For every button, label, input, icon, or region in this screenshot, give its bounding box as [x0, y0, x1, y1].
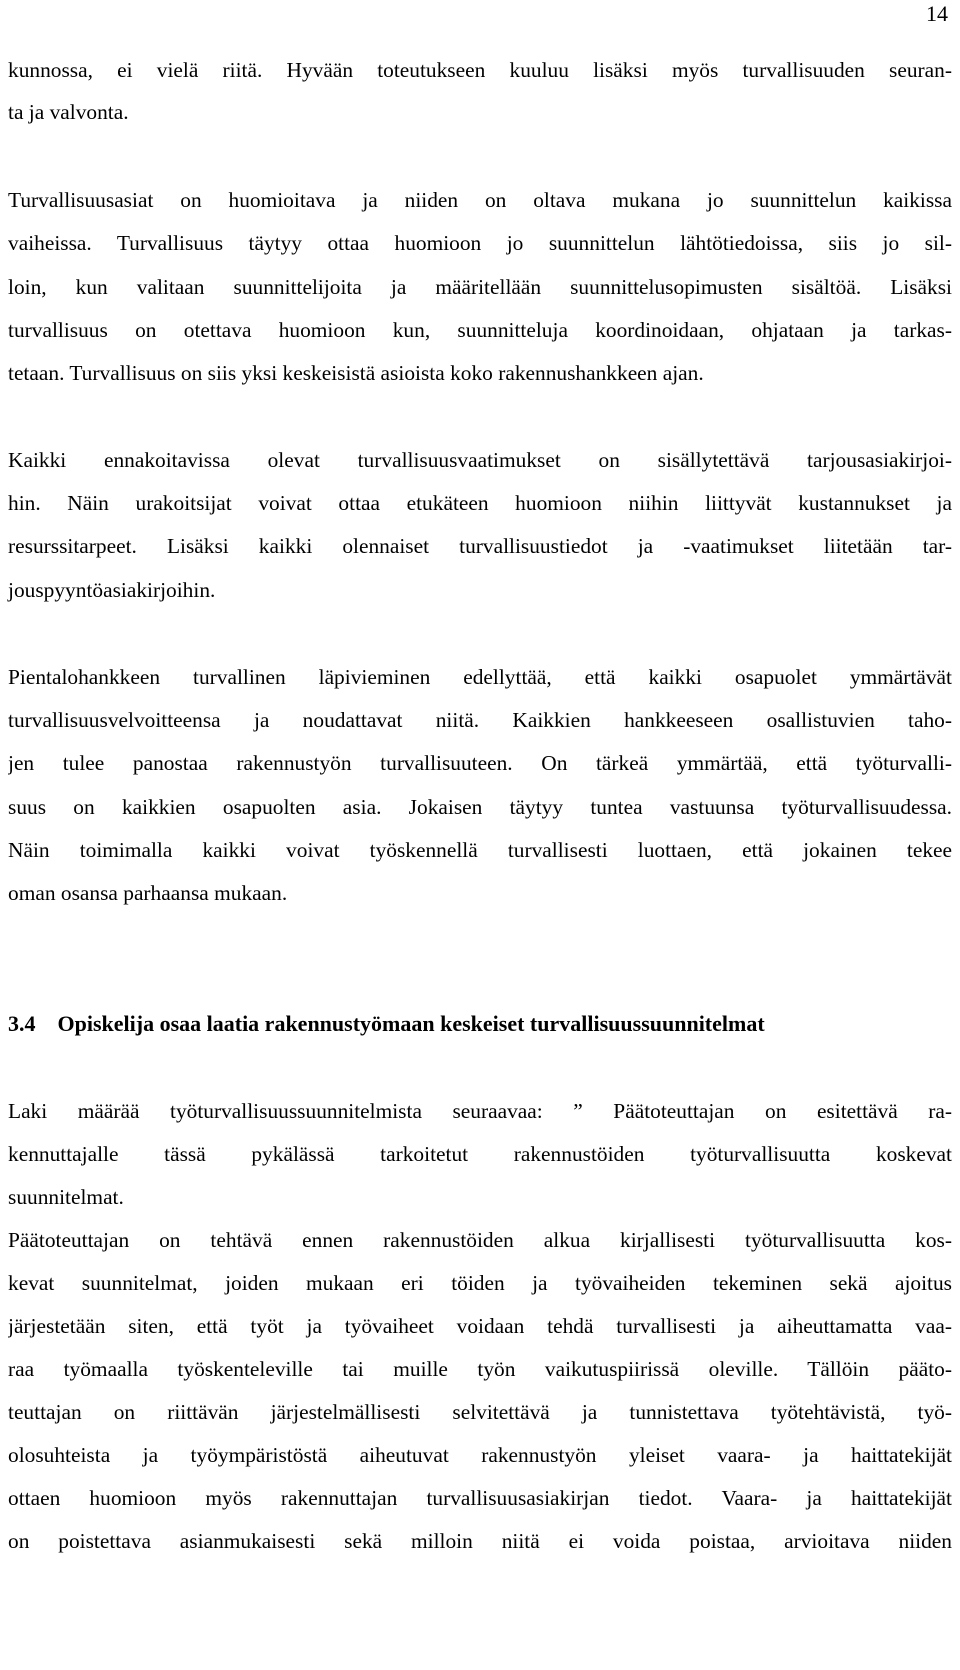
paragraph-3-line-4: jouspyyntöasiakirjoihin.: [8, 578, 216, 602]
paragraph-4-line-2: turvallisuusvelvoitteensa ja noudattavat niitä. Kaikkien hankkeeseen osallistuvien taho-: [8, 708, 952, 732]
paragraph-5-line-2: kennuttajalle tässä pykälässä tarkoitetut rakennustöiden työturvallisuutta koskevat: [8, 1142, 952, 1166]
paragraph-2-line-2: vaiheissa. Turvallisuus täytyy ottaa huomioon jo suunnittelun lähtötiedoissa, siis jo sil-: [8, 231, 952, 255]
page-number: 14: [926, 1, 948, 26]
paragraph-3-line-2: hin. Näin urakoitsijat voivat ottaa etukäteen huomioon niihin liittyvät kustannukset ja: [8, 491, 952, 515]
section-title: Opiskelija osaa laatia rakennustyömaan keskeiset turvallisuussuunnitelmat: [57, 1011, 765, 1036]
paragraph-4-line-3: jen tulee panostaa rakennustyön turvallisuuteen. On tärkeä ymmärtää, että työturvalli-: [8, 751, 952, 775]
paragraph-6-line-8: on poistettava asianmukaisesti sekä milloin niitä ei voida poistaa, arvioitava niiden: [8, 1529, 952, 1553]
paragraph-2-line-1: Turvallisuusasiat on huomioitava ja niiden on oltava mukana jo suunnittelun kaikissa: [8, 188, 952, 212]
paragraph-2-line-3: loin, kun valitaan suunnittelijoita ja määritellään suunnittelusopimusten sisältöä. Lisäksi: [8, 275, 952, 299]
paragraph-6-line-6: olosuhteista ja työympäristöstä aiheutuvat rakennustyön yleiset vaara- ja haittatekijät: [8, 1443, 952, 1467]
paragraph-3-line-1: Kaikki ennakoitavissa olevat turvallisuusvaatimukset on sisällytettävä tarjousasiakirjoi-: [8, 448, 952, 472]
paragraph-6-line-5: teuttajan on riittävän järjestelmällisesti selvitettävä ja tunnistettava työtehtävistä, työ-: [8, 1400, 952, 1424]
section-number: 3.4: [8, 1011, 36, 1036]
paragraph-6-line-2: kevat suunnitelmat, joiden mukaan eri töiden ja työvaiheiden tekeminen sekä ajoitus: [8, 1271, 952, 1295]
paragraph-6-line-3: järjestetään siten, että työt ja työvaiheet voidaan tehdä turvallisesti ja aiheuttamatta vaa-: [8, 1314, 952, 1338]
paragraph-4-line-1: Pientalohankkeen turvallinen läpivieminen edellyttää, että kaikki osapuolet ymmärtävät: [8, 665, 952, 689]
paragraph-5-line-1: Laki määrää työturvallisuussuunnitelmista seuraavaa: ” Päätoteuttajan on esitettävä ra-: [8, 1099, 952, 1123]
paragraph-4-line-5: Näin toimimalla kaikki voivat työskennellä turvallisesti luottaen, että jokainen tekee: [8, 838, 952, 862]
paragraph-5-line-3: suunnitelmat.: [8, 1185, 124, 1209]
paragraph-6-line-7: ottaen huomioon myös rakennuttajan turvallisuusasiakirjan tiedot. Vaara- ja haittatekijät: [8, 1486, 952, 1510]
paragraph-1-line-2: ta ja valvonta.: [8, 100, 129, 124]
paragraph-2-line-5: tetaan. Turvallisuus on siis yksi keskeisistä asioista koko rakennushankkeen ajan.: [8, 361, 704, 385]
paragraph-1-line-1: kunnossa, ei vielä riitä. Hyvään toteutukseen kuuluu lisäksi myös turvallisuuden seuran-: [8, 58, 952, 82]
paragraph-6-line-1: Päätoteuttajan on tehtävä ennen rakennustöiden alkua kirjallisesti työturvallisuutta kos-: [8, 1228, 952, 1252]
paragraph-4-line-6: oman osansa parhaansa mukaan.: [8, 881, 288, 905]
paragraph-4-line-4: suus on kaikkien osapuolten asia. Jokaisen täytyy tuntea vastuunsa työturvallisuudessa.: [8, 795, 952, 819]
paragraph-6-line-4: raa työmaalla työskenteleville tai muille työn vaikutuspiirissä oleville. Tällöin pääto-: [8, 1357, 952, 1381]
section-heading: [8, 1011, 765, 1037]
paragraph-2-line-4: turvallisuus on otettava huomioon kun, suunnitteluja koordinoidaan, ohjataan ja tarkas-: [8, 318, 952, 342]
paragraph-3-line-3: resurssitarpeet. Lisäksi kaikki olennaiset turvallisuustiedot ja -vaatimukset liitetään tar-: [8, 534, 952, 558]
